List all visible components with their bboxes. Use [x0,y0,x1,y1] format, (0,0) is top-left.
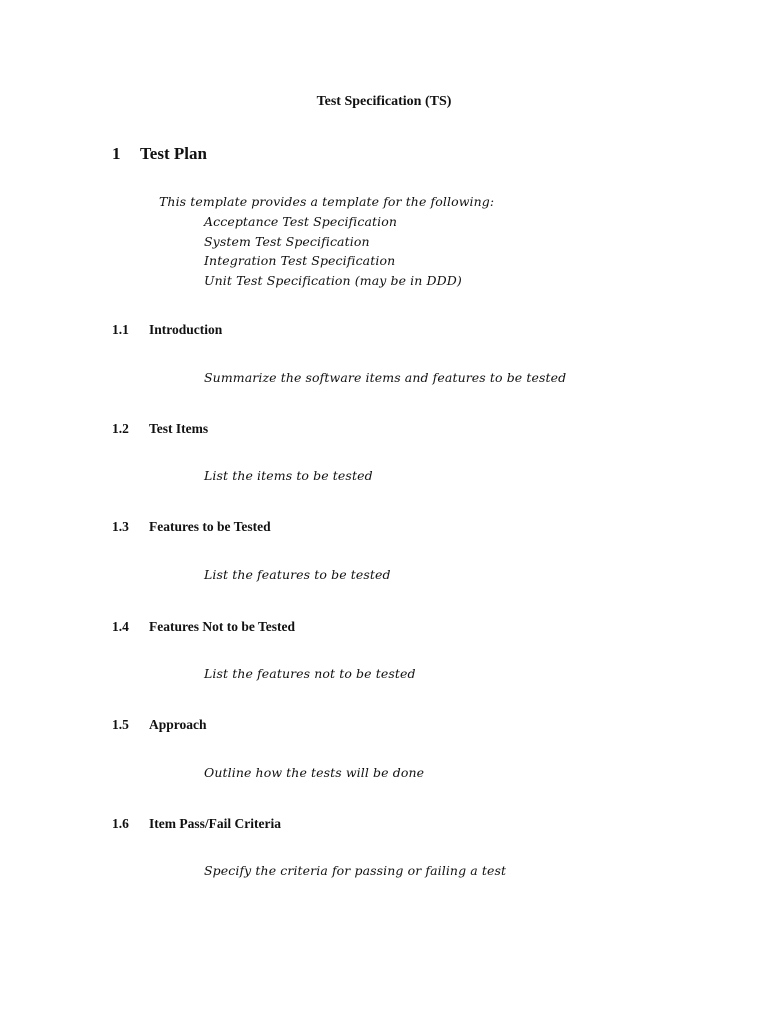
section-title: Test Items [149,421,209,436]
intro-list-item: Acceptance Test Specification [204,214,398,229]
intro-list-item: Unit Test Specification (may be in DDD) [204,273,462,288]
section-body: Specify the criteria for passing or failing a test [204,863,507,878]
intro-list-item: System Test Specification [204,234,370,249]
section-title: Features to be Tested [149,519,271,534]
section-title: Introduction [149,322,223,337]
section-title: Approach [149,717,207,732]
document-title: Test Specification (TS) [316,94,452,109]
section-body: List the items to be tested [204,468,373,483]
intro-text: This template provides a template for the following: [159,194,495,209]
section-number: 1.3 [112,519,129,534]
section-body: List the features to be tested [204,567,391,582]
section-body: Summarize the software items and features to be tested [204,370,567,385]
section-title: Item Pass/Fail Criteria [149,816,281,831]
section-number: 1.1 [112,322,129,337]
section-number: 1.6 [112,816,129,831]
section-number: 1.5 [112,717,129,732]
intro-list-item: Integration Test Specification [204,253,396,268]
chapter-title: Test Plan [140,144,207,163]
section-number: 1.4 [112,619,129,634]
section-number: 1.2 [112,421,129,436]
section-body: Outline how the tests will be done [204,765,425,780]
section-title: Features Not to be Tested [149,619,295,634]
section-body: List the features not to be tested [204,666,416,681]
chapter-number: 1 [112,144,121,163]
